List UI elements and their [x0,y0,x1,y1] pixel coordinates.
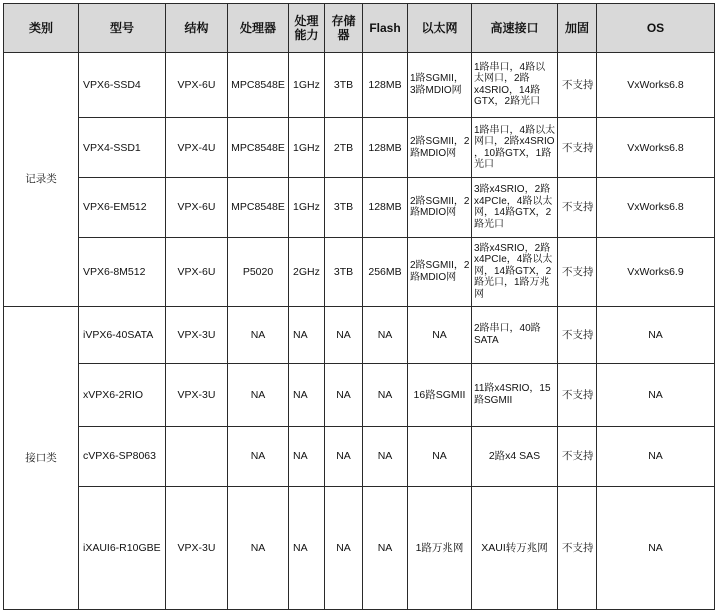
storage-cell: NA [325,306,363,363]
structure-cell: VPX-6U [166,53,228,118]
ethernet-cell: 2路SGMII，2 路MDIO网 [408,117,472,177]
flash-cell: NA [363,306,408,363]
rugged-cell: 不支持 [558,53,597,118]
structure-cell: VPX-3U [166,306,228,363]
table-row [4,306,715,363]
structure-cell: VPX-4U [166,117,228,177]
os-cell: VxWorks6.8 [597,53,715,118]
model-cell: xVPX6-2RIO [79,363,166,426]
rugged-cell: 不支持 [558,426,597,486]
interface-cell: 2路x4 SAS [472,426,558,486]
storage-cell: NA [325,486,363,609]
header-storage: 存储 器 [325,4,363,53]
capability-cell: 1GHz [289,178,325,237]
header-capability: 处理 能力 [289,4,325,53]
model-cell: iXAUI6-R10GBE [79,486,166,609]
capability-cell: 1GHz [289,53,325,118]
interface-cell: 1路串口，4路以太 网口，2路x4SRIO ，10路GTX，1路 光口 [472,117,558,177]
header-os: OS [597,4,715,53]
rugged-cell: 不支持 [558,237,597,306]
table-row [4,363,715,426]
rugged-cell: 不支持 [558,363,597,426]
table-row [4,486,715,609]
os-cell: VxWorks6.8 [597,178,715,237]
header-ethernet: 以太网 [408,4,472,53]
header-structure: 结构 [166,4,228,53]
category-cell: 接口类 [4,306,79,609]
os-cell: VxWorks6.8 [597,117,715,177]
flash-cell: NA [363,363,408,426]
header-interface: 高速接口 [472,4,558,53]
model-cell: VPX6-EM512 [79,178,166,237]
capability-cell: 2GHz [289,237,325,306]
processor-cell: P5020 [228,237,289,306]
interface-cell: XAUI转万兆网 [472,486,558,609]
capability-cell: NA [289,426,325,486]
header-model: 型号 [79,4,166,53]
flash-cell: 128MB [363,178,408,237]
product-spec-table [3,3,715,610]
flash-cell: 256MB [363,237,408,306]
processor-cell: NA [228,486,289,609]
capability-cell: NA [289,306,325,363]
os-cell: NA [597,426,715,486]
interface-cell: 3路x4SRIO，2路 x4PCIe，4路以太 网，14路GTX，2 路光口，1路万兆 网 [472,237,558,306]
model-cell: VPX6-8M512 [79,237,166,306]
os-cell: NA [597,363,715,426]
interface-cell: 11路x4SRIO，15 路SGMII [472,363,558,426]
structure-cell: VPX-3U [166,486,228,609]
processor-cell: NA [228,306,289,363]
storage-cell: NA [325,426,363,486]
ethernet-cell: 2路SGMII，2 路MDIO网 [408,237,472,306]
storage-cell: 3TB [325,53,363,118]
table-row [4,237,715,306]
os-cell: NA [597,486,715,609]
processor-cell: MPC8548E [228,178,289,237]
storage-cell: 3TB [325,237,363,306]
os-cell: VxWorks6.9 [597,237,715,306]
processor-cell: NA [228,426,289,486]
capability-cell: 1GHz [289,117,325,177]
header-rugged: 加固 [558,4,597,53]
model-cell: VPX4-SSD1 [79,117,166,177]
flash-cell: NA [363,426,408,486]
model-cell: iVPX6-40SATA [79,306,166,363]
processor-cell: NA [228,363,289,426]
structure-cell [166,426,228,486]
rugged-cell: 不支持 [558,117,597,177]
structure-cell: VPX-6U [166,237,228,306]
structure-cell: VPX-6U [166,178,228,237]
table-body [4,53,715,610]
flash-cell: 128MB [363,53,408,118]
storage-cell: 2TB [325,117,363,177]
rugged-cell: 不支持 [558,306,597,363]
os-cell: NA [597,306,715,363]
interface-cell: 3路x4SRIO，2路 x4PCIe，4路以太 网，14路GTX，2 路光口 [472,178,558,237]
interface-cell: 1路串口，4路以 太网口，2路 x4SRIO，14路 GTX，2路光口 [472,53,558,118]
header-row [4,4,715,53]
ethernet-cell: 16路SGMII [408,363,472,426]
rugged-cell: 不支持 [558,486,597,609]
table-row [4,426,715,486]
table-row [4,178,715,237]
header-processor: 处理器 [228,4,289,53]
storage-cell: 3TB [325,178,363,237]
model-cell: cVPX6-SP8063 [79,426,166,486]
category-cell: 记录类 [4,53,79,307]
header-flash: Flash [363,4,408,53]
capability-cell: NA [289,363,325,426]
processor-cell: MPC8548E [228,117,289,177]
interface-cell: 2路串口，40路 SATA [472,306,558,363]
structure-cell: VPX-3U [166,363,228,426]
processor-cell: MPC8548E [228,53,289,118]
model-cell: VPX6-SSD4 [79,53,166,118]
table-row [4,53,715,118]
ethernet-cell: NA [408,426,472,486]
flash-cell: 128MB [363,117,408,177]
ethernet-cell: 2路SGMII，2 路MDIO网 [408,178,472,237]
ethernet-cell: 1路SGMII， 3路MDIO网 [408,53,472,118]
ethernet-cell: NA [408,306,472,363]
storage-cell: NA [325,363,363,426]
table-row [4,117,715,177]
header-category: 类别 [4,4,79,53]
capability-cell: NA [289,486,325,609]
flash-cell: NA [363,486,408,609]
rugged-cell: 不支持 [558,178,597,237]
ethernet-cell: 1路万兆网 [408,486,472,609]
